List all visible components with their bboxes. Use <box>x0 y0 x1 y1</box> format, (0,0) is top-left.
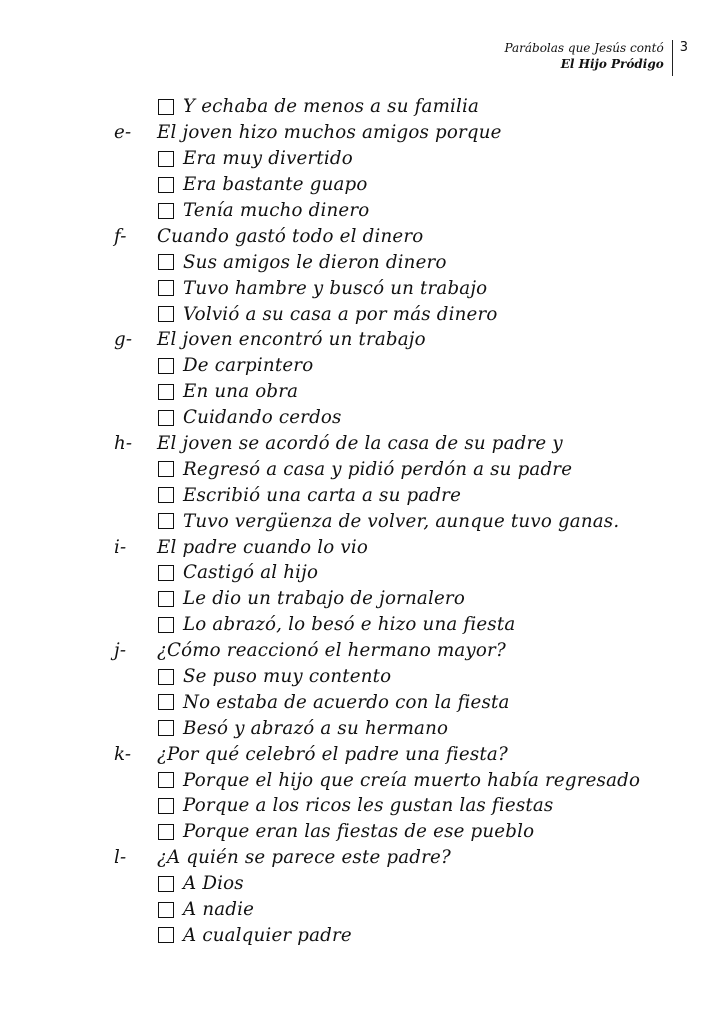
answer-checkbox[interactable] <box>158 772 174 788</box>
option-row <box>0 793 728 819</box>
option-row <box>0 767 728 793</box>
option-row <box>0 482 728 508</box>
question-letter: l- <box>114 847 127 869</box>
question-row <box>0 120 728 146</box>
chapter-title: El Hijo Pródigo <box>560 57 664 71</box>
question-letter: k- <box>114 743 132 765</box>
question-text: Cuando gastó todo el dinero <box>157 225 424 247</box>
option-text: A cualquier padre <box>183 924 352 946</box>
answer-checkbox[interactable] <box>158 358 174 374</box>
option-text: Tuvo vergüenza de volver, aunque tuvo ganas. <box>183 510 620 532</box>
option-text: De carpintero <box>183 355 314 377</box>
answer-checkbox[interactable] <box>158 902 174 918</box>
option-text: Cuidando cerdos <box>183 407 342 429</box>
option-text: Era bastante guapo <box>183 174 368 196</box>
answer-checkbox[interactable] <box>158 876 174 892</box>
option-text: A Dios <box>183 873 244 895</box>
answer-checkbox[interactable] <box>158 410 174 426</box>
answer-checkbox[interactable] <box>158 461 174 477</box>
option-row <box>0 198 728 224</box>
question-letter: e- <box>114 122 132 144</box>
option-text: Y echaba de menos a su familia <box>183 96 480 118</box>
answer-checkbox[interactable] <box>158 384 174 400</box>
question-row <box>0 741 728 767</box>
option-row <box>0 249 728 275</box>
option-text: Escribió una carta a su padre <box>183 484 462 506</box>
header-text <box>504 40 671 72</box>
page-number: 3 <box>679 40 688 55</box>
option-row <box>0 586 728 612</box>
option-text: Porque el hijo que creía muerto había regresado <box>183 769 641 791</box>
page-header <box>504 40 688 76</box>
option-text: Regresó a casa y pidió perdón a su padre <box>183 458 573 480</box>
option-row <box>0 94 728 120</box>
option-text: Lo abrazó, lo besó e hizo una fiesta <box>183 614 516 636</box>
option-text: Besó y abrazó a su hermano <box>183 717 449 739</box>
option-text: Porque eran las fiestas de ese pueblo <box>183 821 535 843</box>
question-text: ¿Por qué celebró el padre una fiesta? <box>157 743 508 765</box>
option-row <box>0 275 728 301</box>
question-text: ¿A quién se parece este padre? <box>157 847 451 869</box>
option-text: Volvió a su casa a por más dinero <box>183 303 498 325</box>
answer-checkbox[interactable] <box>158 280 174 296</box>
answer-checkbox[interactable] <box>158 694 174 710</box>
option-text: Castigó al hijo <box>183 562 319 584</box>
option-row <box>0 353 728 379</box>
option-row <box>0 871 728 897</box>
question-row <box>0 223 728 249</box>
option-row <box>0 664 728 690</box>
option-text: En una obra <box>183 381 299 403</box>
question-row <box>0 845 728 871</box>
option-row <box>0 897 728 923</box>
answer-checkbox[interactable] <box>158 487 174 503</box>
option-row <box>0 379 728 405</box>
answer-checkbox[interactable] <box>158 203 174 219</box>
option-row <box>0 689 728 715</box>
question-letter: f- <box>114 225 127 247</box>
answer-checkbox[interactable] <box>158 617 174 633</box>
question-text: El joven encontró un trabajo <box>157 329 426 351</box>
question-row <box>0 431 728 457</box>
question-text: El joven se acordó de la casa de su padre y <box>157 433 563 455</box>
option-row <box>0 456 728 482</box>
answer-checkbox[interactable] <box>158 798 174 814</box>
answer-checkbox[interactable] <box>158 720 174 736</box>
answer-checkbox[interactable] <box>158 565 174 581</box>
option-text: Le dio un trabajo de jornalero <box>183 588 465 610</box>
answer-checkbox[interactable] <box>158 513 174 529</box>
option-row <box>0 560 728 586</box>
question-text: ¿Cómo reaccionó el hermano mayor? <box>157 640 506 662</box>
answer-checkbox[interactable] <box>158 927 174 943</box>
option-row <box>0 405 728 431</box>
answer-checkbox[interactable] <box>158 177 174 193</box>
option-text: Se puso muy contento <box>183 666 392 688</box>
answer-checkbox[interactable] <box>158 151 174 167</box>
question-row <box>0 638 728 664</box>
question-letter: j- <box>114 640 127 662</box>
option-row <box>0 612 728 638</box>
option-text: No estaba de acuerdo con la fiesta <box>183 691 510 713</box>
answer-checkbox[interactable] <box>158 99 174 115</box>
option-row <box>0 819 728 845</box>
answer-checkbox[interactable] <box>158 254 174 270</box>
quiz-content <box>0 94 728 948</box>
answer-checkbox[interactable] <box>158 824 174 840</box>
option-text: Tuvo hambre y buscó un trabajo <box>183 277 488 299</box>
question-letter: g- <box>114 329 133 351</box>
option-text: Porque a los ricos les gustan las fiestas <box>183 795 554 817</box>
answer-checkbox[interactable] <box>158 306 174 322</box>
book-title: Parábolas que Jesús contó <box>504 41 664 55</box>
question-text: El padre cuando lo vio <box>157 536 369 558</box>
option-text: Tenía mucho dinero <box>183 200 370 221</box>
answer-checkbox[interactable] <box>158 669 174 685</box>
question-letter: i- <box>114 536 127 558</box>
option-text: Era muy divertido <box>183 148 353 170</box>
option-row <box>0 301 728 327</box>
question-row <box>0 534 728 560</box>
option-row <box>0 146 728 172</box>
option-row <box>0 923 728 949</box>
option-row <box>0 508 728 534</box>
option-row <box>0 715 728 741</box>
answer-checkbox[interactable] <box>158 591 174 607</box>
option-text: Sus amigos le dieron dinero <box>183 251 447 273</box>
option-row <box>0 172 728 198</box>
question-letter: h- <box>114 433 133 455</box>
option-text: A nadie <box>183 899 255 921</box>
question-text: El joven hizo muchos amigos porque <box>157 122 502 144</box>
question-row <box>0 327 728 353</box>
